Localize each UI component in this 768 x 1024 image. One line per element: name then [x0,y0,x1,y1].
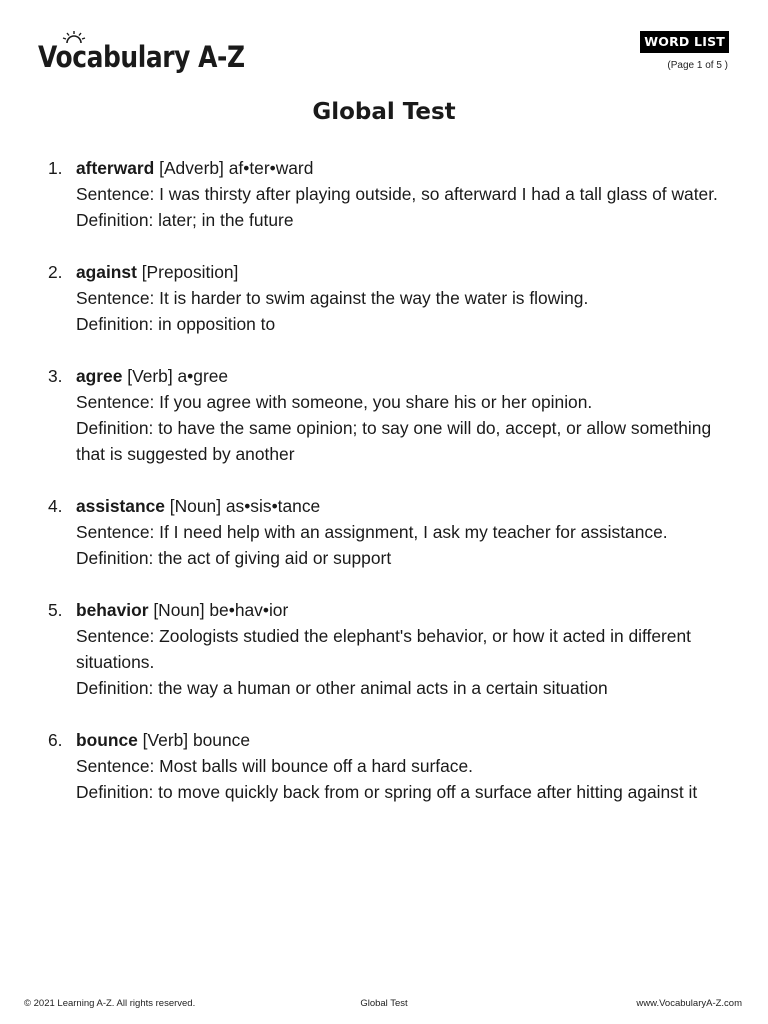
entry-number: 5. [48,600,63,620]
entry-word: behavior [76,600,149,620]
entry-part-of-speech: [Noun] be•hav•ior [148,600,289,620]
entry-number: 4. [48,496,63,516]
entry-heading [76,259,738,285]
entry-heading [76,363,738,389]
entry-number: 2. [48,262,63,282]
entry-definition: Definition: to move quickly back from or spring off a surface after hitting against it [76,782,698,802]
list-item [0,727,768,805]
entry-part-of-speech: [Verb] a•gree [122,366,229,386]
footer-copyright: © 2021 Learning A-Z. All rights reserved. [24,998,196,1009]
list-item [0,259,768,337]
entry-number: 6. [48,730,63,750]
entry-definition: Definition: the act of giving aid or support [76,548,392,568]
page-title: Global Test [312,99,456,125]
list-item [0,155,768,233]
entry-part-of-speech: [Adverb] af•ter•ward [154,158,314,178]
entry-word: afterward [76,158,155,178]
word-list-badge: WORD LIST [640,31,729,53]
entry-word: agree [76,366,123,386]
page-indicator: (Page 1 of 5 ) [667,60,728,71]
entry-part-of-speech: [Verb] bounce [137,730,250,750]
entry-definition: Definition: in opposition to [76,314,276,334]
entry-number: 3. [48,366,63,386]
vocabulary-az-logo [38,30,245,82]
list-item [0,597,768,701]
entry-sentence: Sentence: If you agree with someone, you share his or her opinion. [76,392,593,412]
entry-definition: Definition: to have the same opinion; to say one will do, accept, or allow something that is suggested by another [76,418,712,464]
entry-definition: Definition: the way a human or other animal acts in a certain situation [76,678,608,698]
entry-sentence: Sentence: It is harder to swim against the way the water is flowing. [76,288,589,308]
entry-part-of-speech: [Preposition] [136,262,239,282]
entry-part-of-speech: [Noun] as•sis•tance [164,496,321,516]
entry-heading [76,155,738,181]
entry-heading [76,493,738,519]
entry-number: 1. [48,158,63,178]
footer-website: www.VocabularyA-Z.com [636,998,742,1009]
entry-sentence: Sentence: If I need help with an assignment, I ask my teacher for assistance. [76,522,668,542]
entry-sentence: Sentence: I was thirsty after playing outside, so afterward I had a tall glass of water. [76,184,718,204]
entry-word: assistance [76,496,165,516]
page-footer [0,998,768,1014]
entry-heading [76,597,738,623]
logo-text: Vocabulary A-Z [38,40,245,74]
entry-definition: Definition: later; in the future [76,210,294,230]
entry-word: against [76,262,137,282]
word-list [0,155,768,831]
footer-document-title: Global Test [360,998,408,1009]
entry-heading [76,727,738,753]
list-item [0,363,768,467]
list-item [0,493,768,571]
entry-word: bounce [76,730,138,750]
entry-sentence: Sentence: Most balls will bounce off a hard surface. [76,756,473,776]
entry-sentence: Sentence: Zoologists studied the elephant's behavior, or how it acted in different situations. [76,626,691,672]
